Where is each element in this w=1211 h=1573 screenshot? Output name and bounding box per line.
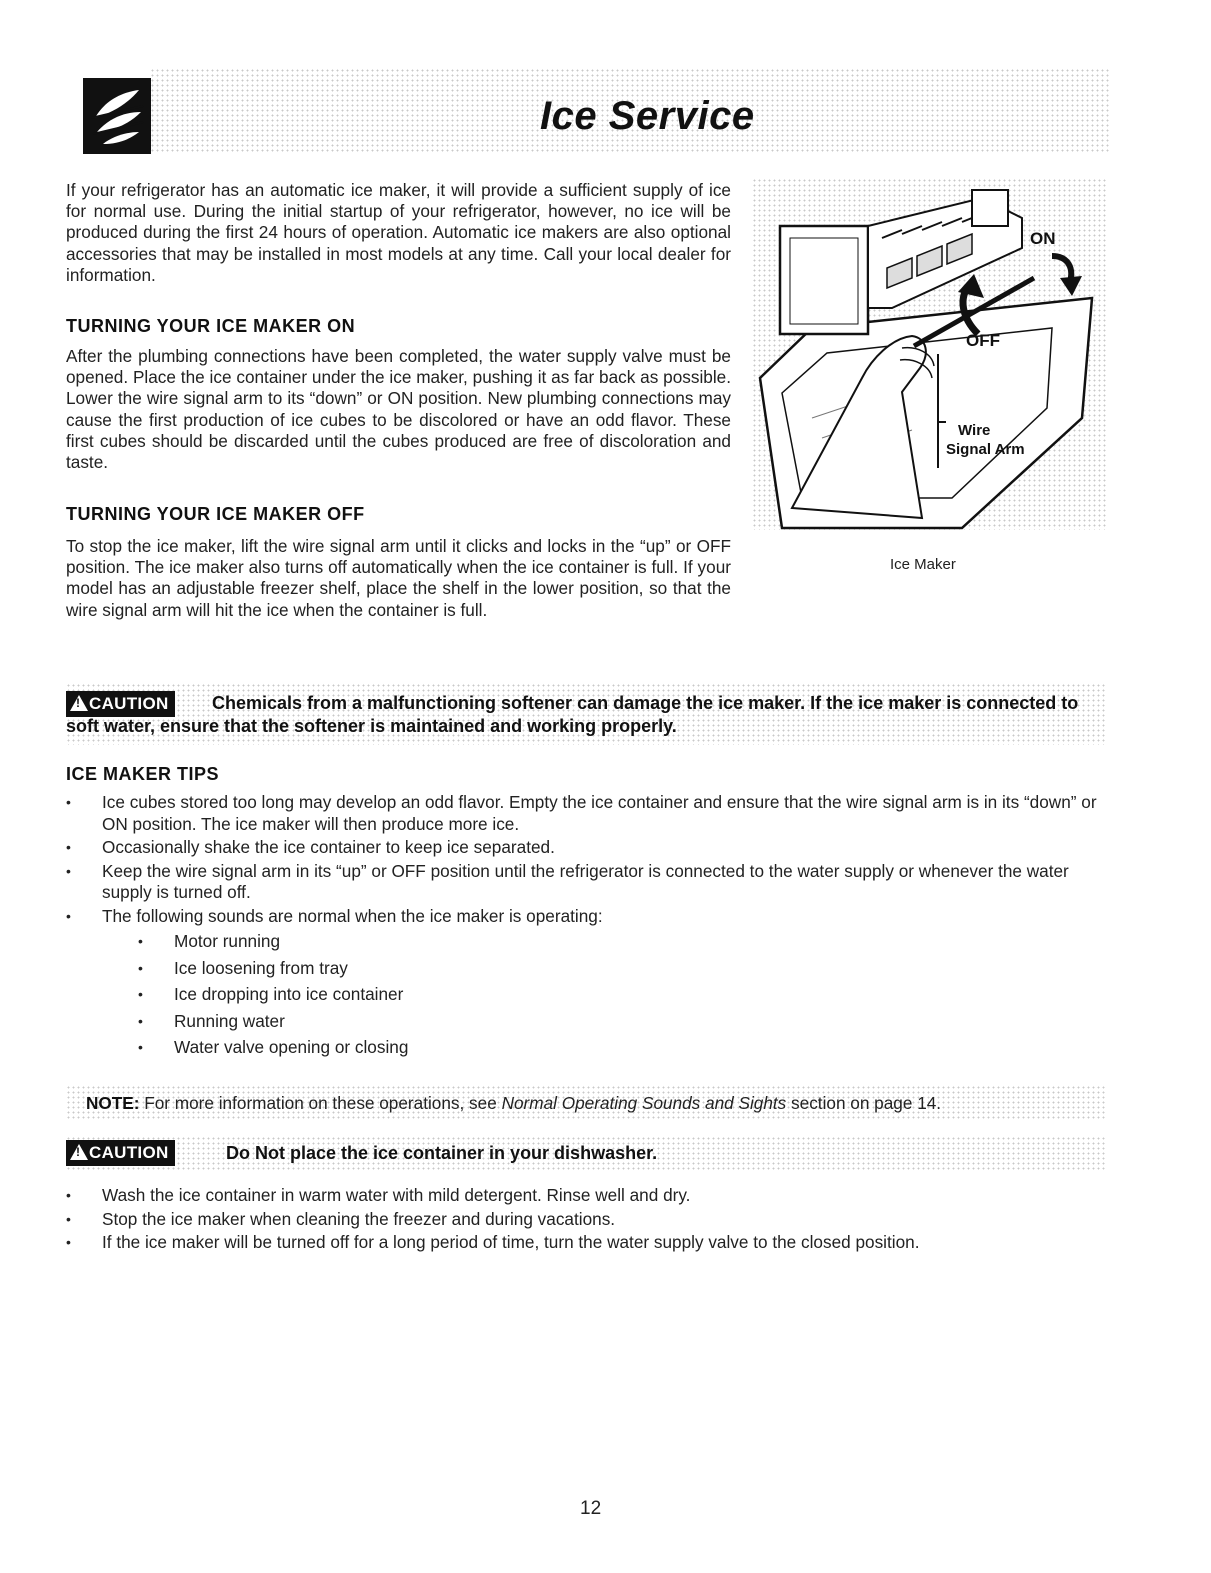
list-item: • Ice dropping into ice container (138, 984, 404, 1004)
caution-badge-label: CAUTION (89, 694, 169, 713)
label-off: OFF (966, 331, 1000, 350)
caution-box-dishwasher (66, 1136, 1106, 1170)
list-item: • Ice cubes stored too long may develop an odd flavor. Empty the ice container and ensure that the wire signal arm is in its “down” or ON position. The ice maker will then produce more ice. (66, 792, 1097, 834)
ice-leaves-icon (83, 78, 151, 154)
care-list (66, 1185, 1111, 1256)
list-item: • Keep the wire signal arm in its “up” or OFF position until the refrigerator is connected to the water supply or whenever the water supply is turned off. (66, 860, 1069, 902)
label-arm-line2: Signal Arm (946, 441, 1025, 458)
ice-maker-illustration (752, 178, 1106, 530)
caution-badge (66, 1140, 175, 1166)
list-item: • The following sounds are normal when the ice maker is operating: • Motor running • Ice loosening from tray • Ice dropping into ice container • Running water • Water valve opening or closing (66, 906, 1111, 1059)
label-arm-line1: Wire (958, 422, 991, 439)
turning-off-heading: TURNING YOUR ICE MAKER OFF (66, 504, 365, 524)
note-label: NOTE: (86, 1093, 140, 1113)
page-title: Ice Service (540, 94, 755, 138)
tips-list (66, 792, 1111, 1064)
normal-sounds-list (102, 931, 1111, 1059)
caution-badge-label: CAUTION (89, 1143, 169, 1162)
caution-text-softener: Chemicals from a malfunctioning softener can damage the ice maker. If the ice maker is connected to soft water, ensure that the softener is maintained and working properly. (66, 693, 1079, 736)
turning-on-heading: TURNING YOUR ICE MAKER ON (66, 316, 356, 336)
list-item: • Occasionally shake the ice container to keep ice separated. (66, 837, 555, 857)
list-item: • Running water (138, 1010, 285, 1031)
list-item: • Motor running (138, 931, 281, 951)
label-on: ON (1030, 229, 1056, 248)
list-item: • If the ice maker will be turned off for a long period of time, turn the water supply valve to the closed position. (66, 1232, 920, 1252)
ice-maker-tips-heading: ICE MAKER TIPS (66, 764, 220, 784)
list-item: • Stop the ice maker when cleaning the freezer and during vacations. (66, 1208, 616, 1229)
caution-box-softener (66, 683, 1106, 745)
turning-on-paragraph: After the plumbing connections have been completed, the water supply valve must be opened. Place the ice container under the ice maker, pushing it as far back as possible. Lower the wire signal arm to its “down” or ON position. New plumbing connections may cause the first production of ice cubes to be discolored or have an odd flavor. These first cubes should be discarded until the cubes produced are free of discoloration and taste. (66, 346, 731, 473)
list-item: • Ice loosening from tray (138, 957, 348, 978)
list-item: • Wash the ice container in warm water with mild detergent. Rinse well and dry. (66, 1185, 691, 1205)
turning-off-paragraph: To stop the ice maker, lift the wire signal arm until it clicks and locks in the “up” or OFF position. The ice maker also turns off automatically when the ice container is full. If your model has an adjustable freezer shelf, place the shelf in the lower position, so that the wire signal arm will hit the ice when the container is full. (66, 536, 731, 620)
list-item: • Water valve opening or closing (138, 1037, 409, 1057)
caution-text-dishwasher: Do Not place the ice container in your dishwasher. (226, 1143, 658, 1163)
note-text: NOTE: For more information on these operations, see Normal Operating Sounds and Sights section on page 14. (86, 1093, 942, 1113)
note-reference: Normal Operating Sounds and Sights (501, 1093, 787, 1113)
page-number: 12 (580, 1498, 602, 1519)
figure-caption: Ice Maker (890, 556, 956, 573)
ice-maker-figure (752, 178, 1106, 530)
intro-paragraph: If your refrigerator has an automatic ice maker, it will provide a sufficient supply of ice for normal use. During the initial startup of your refrigerator, however, no ice will be produced during the first 24 hours of operation. Automatic ice makers are also optional accessories that may be installed in most models at any time. Call your local dealer for information. (66, 180, 731, 285)
warning-triangle-icon (70, 1144, 88, 1160)
